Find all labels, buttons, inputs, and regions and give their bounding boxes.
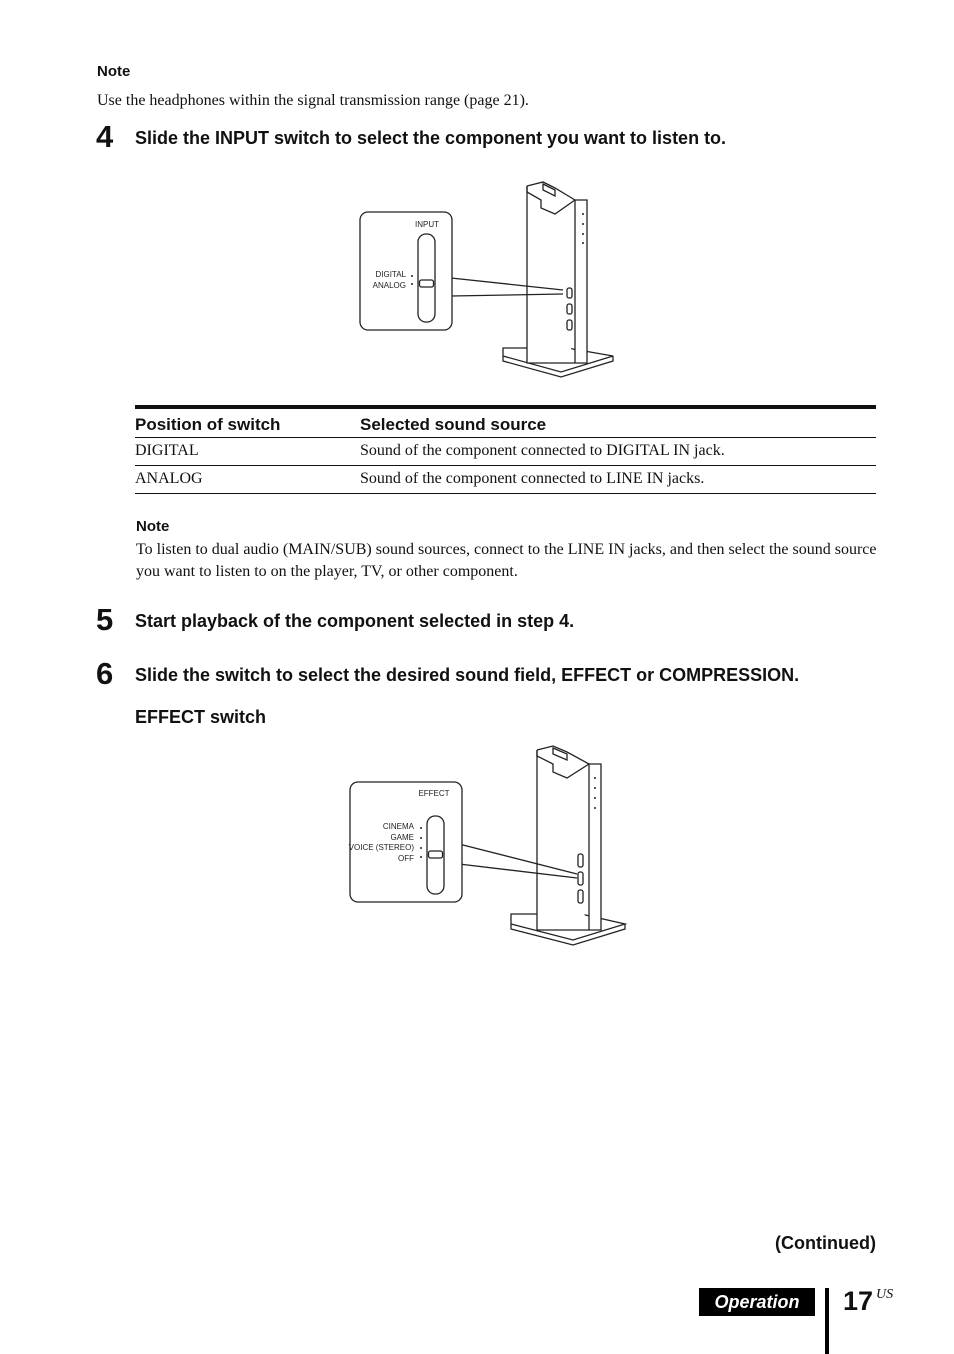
table-header: Selected sound source [360,407,876,438]
step-number: 5 [96,602,114,637]
effect-switch-heading: EFFECT switch [135,707,267,727]
table-header: Position of switch [135,407,360,438]
note-heading: Note [136,518,170,535]
switch-position-label: CINEMA [382,822,414,831]
step-number: 6 [96,656,114,691]
switch-position-label: DIGITAL [375,270,406,279]
note-text: Use the headphones within the signal transmission range (page 21). [97,92,529,109]
section-tab [699,1288,815,1316]
page-divider [825,1288,829,1354]
table-row [135,438,876,466]
input-switch-label: INPUT [415,220,439,229]
note-heading: Note [97,63,131,80]
table-cell: Sound of the component connected to LINE IN jacks. [360,466,876,494]
switch-position-label: GAME [390,833,414,842]
step-number: 4 [96,119,114,154]
table-cell: ANALOG [135,466,360,494]
table-cell: DIGITAL [135,438,360,466]
note-text: To listen to dual audio (MAIN/SUB) sound sources, connect to the LINE IN jacks, and then select the sound source you want to listen to on the player, TV, or other component. [136,541,877,580]
step-text: Slide the INPUT switch to select the component you want to listen to. [135,128,727,148]
table-cell: Sound of the component connected to DIGITAL IN jack. [360,438,876,466]
step-text: Start playback of the component selected in step 4. [135,611,575,631]
switch-position-label: OFF [398,854,414,863]
switch-position-table [135,405,876,494]
switch-position-label: ANALOG [372,281,406,290]
step-text: Slide the switch to select the desired sound field, EFFECT or COMPRESSION. [135,665,800,685]
table-row [135,466,876,494]
effect-switch-illustration [345,742,630,952]
input-switch-illustration [355,178,620,380]
effect-switch-label: EFFECT [418,789,450,798]
page-suffix: US [876,1287,894,1302]
section-tab-label: Operation [714,1292,800,1312]
page-number: 17 [843,1286,874,1316]
switch-position-label: VOICE (STEREO) [348,843,414,852]
continued-label: (Continued) [775,1233,876,1253]
